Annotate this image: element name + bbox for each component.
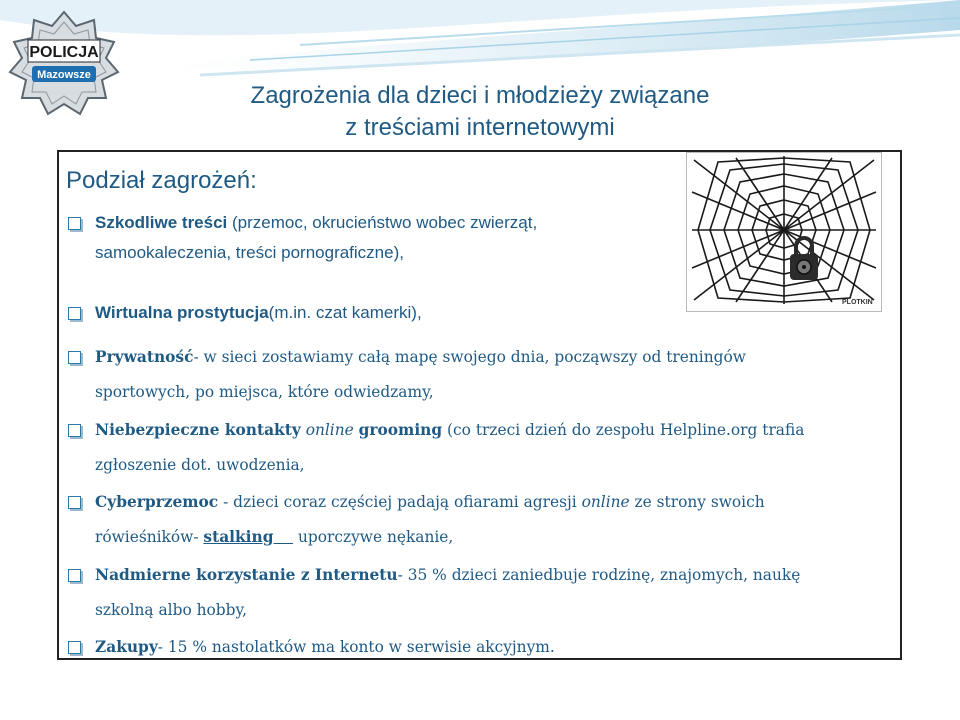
checkbox-bullet-icon bbox=[68, 424, 81, 437]
list-item bbox=[66, 340, 886, 413]
item-4-bold: Niebezpieczne kontakty bbox=[95, 421, 301, 439]
item-6-text-a: - 35 % dzieci zaniedbuje rodzinę, znajomych, naukę bbox=[397, 566, 801, 584]
item-2-bold: Wirtualna prostytucja bbox=[95, 303, 269, 322]
logo-text-policja: POLICJA bbox=[29, 44, 99, 61]
item-5-text-d: uporczywe nękanie, bbox=[293, 527, 454, 546]
item-3-text-b: sportowych, po miejsca, które odwiedzamy, bbox=[95, 382, 434, 401]
item-1-text-b: samookaleczenia, treści pornograficzne), bbox=[95, 243, 404, 262]
item-5-text-a: - dzieci coraz częściej padają ofiarami agresji bbox=[218, 493, 582, 511]
item-6-text-b: szkolną albo hobby, bbox=[95, 600, 248, 619]
list-item bbox=[66, 558, 886, 630]
item-4-bold2: grooming bbox=[358, 421, 443, 439]
page-title bbox=[200, 80, 760, 144]
checkbox-bullet-icon bbox=[68, 351, 81, 364]
logo-text-mazowsze: Mazowsze bbox=[37, 69, 91, 81]
item-7-text: - 15 % nastolatków ma konto w serwisie akcyjnym. bbox=[157, 638, 555, 656]
item-3-bold: Prywatność bbox=[95, 348, 194, 366]
list-item bbox=[66, 485, 886, 558]
item-4-text-b: zgłoszenie dot. uwodzenia, bbox=[95, 455, 305, 474]
item-4-italic: online bbox=[305, 421, 354, 439]
item-5-italic: online bbox=[581, 493, 630, 511]
title-line-2: z treściami internetowymi bbox=[345, 114, 615, 141]
item-7-bold: Zakupy bbox=[95, 638, 158, 656]
checkbox-bullet-icon bbox=[68, 641, 81, 654]
item-2-text: (m.in. czat kamerki), bbox=[268, 303, 422, 322]
title-line-1: Zagrożenia dla dzieci i młodzieży związane bbox=[250, 82, 710, 109]
item-5-text-b: ze strony swoich bbox=[629, 493, 765, 511]
threat-list bbox=[66, 208, 886, 666]
list-item bbox=[66, 413, 886, 485]
list-item bbox=[66, 208, 886, 298]
checkbox-bullet-icon bbox=[68, 569, 81, 582]
checkbox-bullet-icon bbox=[68, 496, 81, 509]
item-3-text-a: - w sieci zostawiamy całą mapę swojego dnia, począwszy od treningów bbox=[193, 348, 746, 366]
item-5-bold2: stalking bbox=[203, 527, 274, 546]
list-item bbox=[66, 298, 886, 340]
police-logo bbox=[8, 10, 120, 120]
checkbox-bullet-icon bbox=[68, 307, 81, 320]
list-item bbox=[66, 630, 886, 666]
checkbox-bullet-icon bbox=[68, 217, 81, 230]
item-5-bold: Cyberprzemoc bbox=[95, 493, 219, 511]
item-6-bold: Nadmierne korzystanie z Internetu bbox=[95, 566, 398, 584]
item-1-bold: Szkodliwe treści bbox=[95, 213, 228, 232]
item-1-text-a: (przemoc, okrucieństwo wobec zwierząt, bbox=[227, 213, 538, 232]
item-4-text-a: (co trzeci dzień do zespołu Helpline.org trafia bbox=[447, 421, 805, 439]
item-5-text-c: rówieśników- bbox=[95, 527, 204, 546]
section-title: Podział zagrożeń: bbox=[66, 167, 257, 194]
image-signature: PLOTKIN bbox=[842, 299, 873, 306]
